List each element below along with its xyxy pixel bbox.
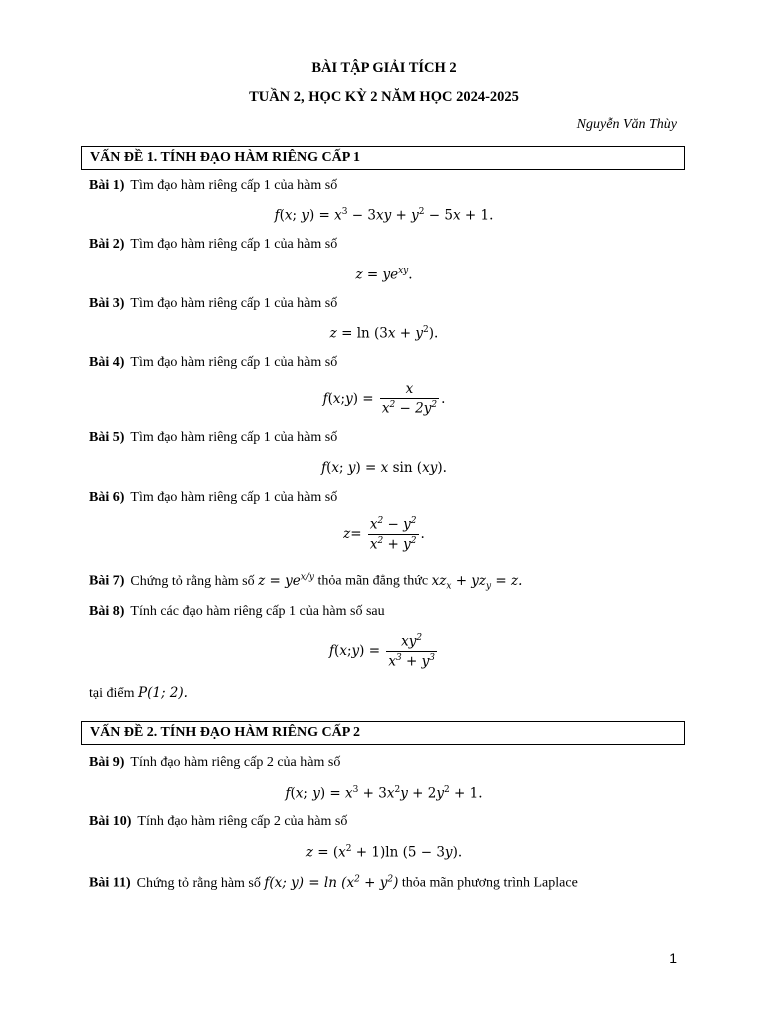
problem-label: Bài 6) [89,490,125,505]
problem-text: Tìm đạo hàm riêng cấp 1 của hàm số [130,296,338,311]
problem-label: Bài 11) [89,875,131,891]
formula-1: f(x; $y) = x^3 - 3xy + y^2 - 5x + 1$. [274,207,494,224]
problem-text: Tìm đạo hàm riêng cấp 1 của hàm số [130,237,338,252]
document-title: BÀI TẬP GIẢI TÍCH 2 [311,60,457,76]
section-2-heading: VẤN ĐỀ 2. TÍNH ĐẠO HÀM RIÊNG CẤP 2 [81,721,685,745]
problem-label: Bài 5) [89,430,125,445]
problem-3 [89,296,337,312]
problem-11 [89,874,578,892]
problem-label: Bài 1) [89,178,125,193]
problem-1 [89,178,337,194]
problem-text: Tìm đạo hàm riêng cấp 1 của hàm số [130,490,338,505]
problem-text: Chứng tỏ rằng hàm số [130,573,255,589]
page-number: 1 [669,950,677,966]
problem-text: Tính đạo hàm riêng cấp 2 của hàm số [130,755,341,770]
problem-8 [89,604,385,620]
formula-2: $z = ye^{xy}$. [355,266,413,283]
problem-9 [89,755,340,771]
problem-label: Bài 9) [89,755,125,770]
problem-label: Bài 10) [89,814,132,829]
formula-6: z = $\frac{x^2 - y^2}{x^2 + y^2}$ . [343,516,425,552]
formula-9: f(x; $y) = x^3 + 3x^2y + 2y^2 + 1$. [285,785,483,802]
inline-formula: $z = ye^{x/y}$ [258,572,314,589]
problem-text: Tính các đạo hàm riêng cấp 1 của hàm số sau [130,604,385,619]
problem-text-after: thỏa mãn phương trình Laplace [401,875,578,891]
problem-label: Bài 7) [89,573,125,589]
problem-8-point [89,685,188,702]
problem-6 [89,490,337,506]
problem-text: Tính đạo hàm riêng cấp 2 của hàm số [137,814,348,829]
point-text: tại điểm [89,686,135,701]
inline-formula: $xz_x + yz_y = z$. [431,572,523,592]
problem-7 [89,572,522,591]
problem-label: Bài 2) [89,237,125,252]
point-value: P(1; 2). [138,685,188,701]
problem-label: Bài 8) [89,604,125,619]
formula-10: $z = (x^2 + 1)\ln$ (5 − 3y). [305,844,463,861]
problem-5 [89,430,337,446]
problem-2 [89,237,337,253]
problem-10 [89,814,347,830]
problem-text: Tìm đạo hàm riêng cấp 1 của hàm số [130,355,338,370]
problem-label: Bài 3) [89,296,125,311]
problem-text: Tìm đạo hàm riêng cấp 1 của hàm số [130,178,338,193]
formula-8: f ( x ; y ) = $\frac{xy^2}{x^3 + y^3}$ [329,633,435,669]
formula-3: $z = \ln (3x + y^2)$. [329,325,439,342]
document-subtitle: TUẦN 2, HỌC KỲ 2 NĂM HỌC 2024-2025 [249,89,519,105]
author-name: Nguyễn Văn Thùy [576,117,677,132]
problem-text-middle: thỏa mãn đẳng thức [317,573,429,589]
problem-label: Bài 4) [89,355,125,370]
problem-text: Chứng tỏ rằng hàm số [136,875,261,891]
problem-text: Tìm đạo hàm riêng cấp 1 của hàm số [130,430,338,445]
problem-4 [89,355,337,371]
formula-4: f ( x ; y ) = $\frac{x}{x^2 - 2y^2}$ . [322,381,446,417]
section-1-heading: VẤN ĐỀ 1. TÍNH ĐẠO HÀM RIÊNG CẤP 1 [81,146,685,170]
formula-5: f(x; y) = x sin (xy). [321,460,447,476]
inline-formula: f(x; $y) = \ln (x^2 + y^2)$ [264,874,399,891]
